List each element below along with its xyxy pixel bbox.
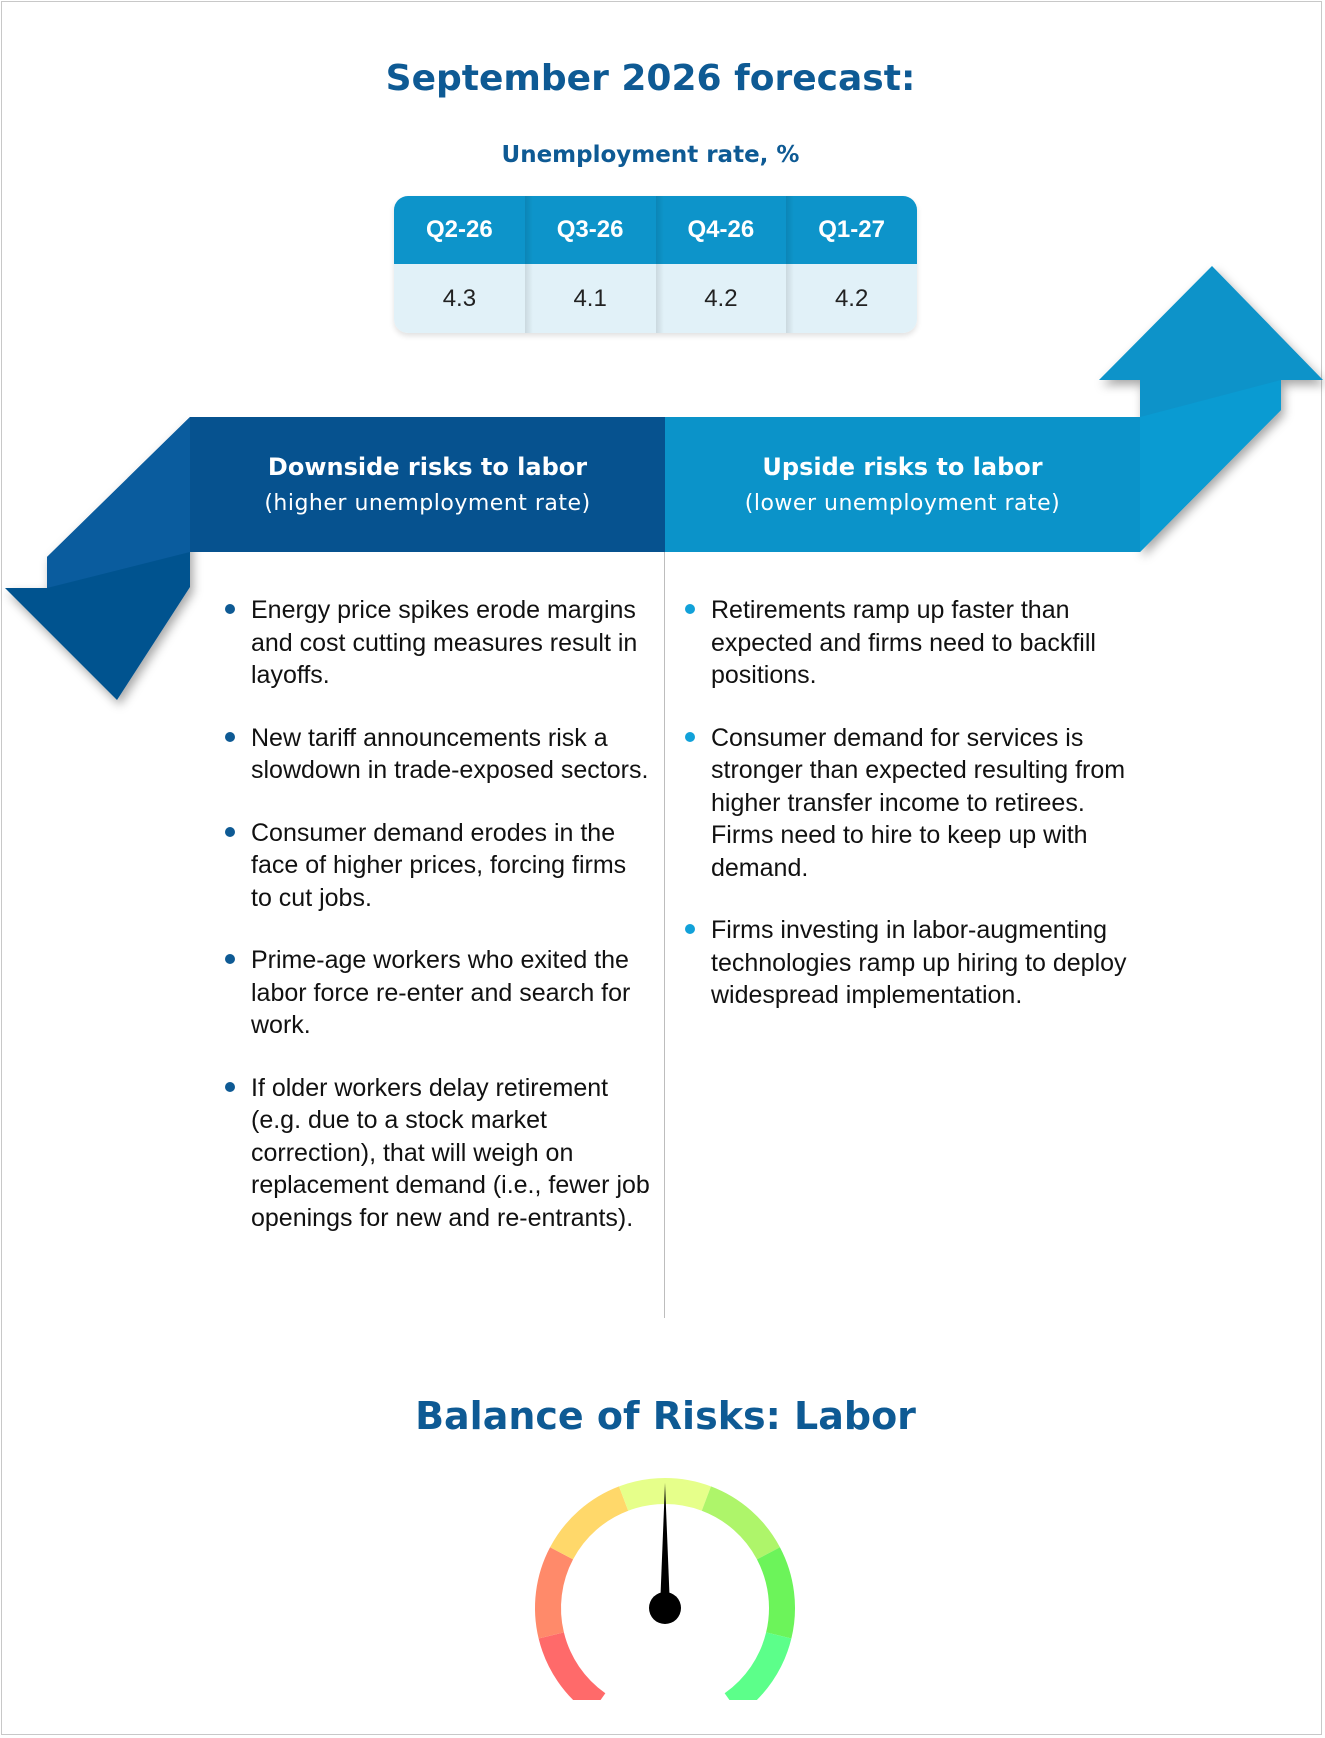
list-item-text: If older workers delay retirement (e.g. due to a stock market correction), that will weigh on replacement demand (i.e., fewer job openings for new and re-entrants). <box>251 1073 650 1232</box>
bullet-icon <box>685 924 695 934</box>
bullet-icon <box>225 1082 235 1092</box>
list-item <box>251 594 651 692</box>
list-item <box>251 817 651 915</box>
upside-risks-list <box>711 594 1131 1042</box>
downside-subtitle: (higher unemployment rate) <box>264 491 591 516</box>
list-item <box>711 594 1131 692</box>
bullet-icon <box>225 954 235 964</box>
gauge-segment <box>551 1635 598 1700</box>
list-item-text: Firms investing in labor-augmenting technologies ramp up hiring to deploy widespread implementation. <box>711 916 1127 1009</box>
gauge-segment <box>732 1635 779 1700</box>
column-divider <box>664 552 665 1318</box>
table-cell: 4.2 <box>656 264 787 333</box>
column-header: Q1-27 <box>786 196 917 264</box>
balance-gauge <box>500 1440 830 1700</box>
column-header: Q2-26 <box>426 216 493 243</box>
upside-subtitle: (lower unemployment rate) <box>744 491 1061 516</box>
list-item <box>251 722 651 787</box>
gauge-segment <box>706 1499 768 1554</box>
gauge-segment <box>562 1499 624 1554</box>
bullet-icon <box>225 604 235 614</box>
bullet-icon <box>225 827 235 837</box>
list-item-text: Retirements ramp up faster than expected and firms need to backfill positions. <box>711 596 1096 689</box>
forecast-title: September 2026 forecast: <box>385 58 916 99</box>
gauge-segment <box>548 1553 562 1635</box>
downside-risks-list <box>251 594 651 1264</box>
list-item <box>711 722 1131 885</box>
upside-risks-header <box>665 417 1140 552</box>
forecast-subtitle: Unemployment rate, % <box>501 142 800 168</box>
column-header: Q4-26 <box>656 196 787 264</box>
table-cell: 4.2 <box>786 264 917 333</box>
table-cell: 4.1 <box>525 264 656 333</box>
balance-title: Balance of Risks: Labor <box>415 1394 916 1438</box>
bullet-icon <box>225 732 235 742</box>
table-cell: 4.3 <box>442 284 477 312</box>
gauge-hub-icon <box>649 1592 681 1624</box>
list-item <box>711 914 1131 1012</box>
list-item-text: Prime-age workers who exited the labor force re-enter and search for work. <box>251 946 631 1039</box>
downside-risks-header <box>190 417 665 552</box>
list-item-text: New tariff announcements risk a slowdown in trade-exposed sectors. <box>251 723 649 784</box>
list-item-text: Consumer demand for services is stronger than expected resulting from higher transfer income to retirees. Firms need to hire to keep up with demand. <box>711 723 1126 882</box>
column-header: Q3-26 <box>525 196 656 264</box>
list-item <box>251 944 651 1042</box>
list-item-text: Consumer demand erodes in the face of higher prices, forcing firms to cut jobs. <box>251 818 627 912</box>
gauge-segment <box>768 1553 782 1635</box>
list-item-text: Energy price spikes erode margins and cost cutting measures result in layoffs. <box>251 596 638 689</box>
downside-title: Downside risks to labor <box>267 453 588 481</box>
bullet-icon <box>685 732 695 742</box>
bullet-icon <box>685 604 695 614</box>
upside-title: Upside risks to labor <box>762 453 1043 481</box>
list-item <box>251 1072 651 1235</box>
